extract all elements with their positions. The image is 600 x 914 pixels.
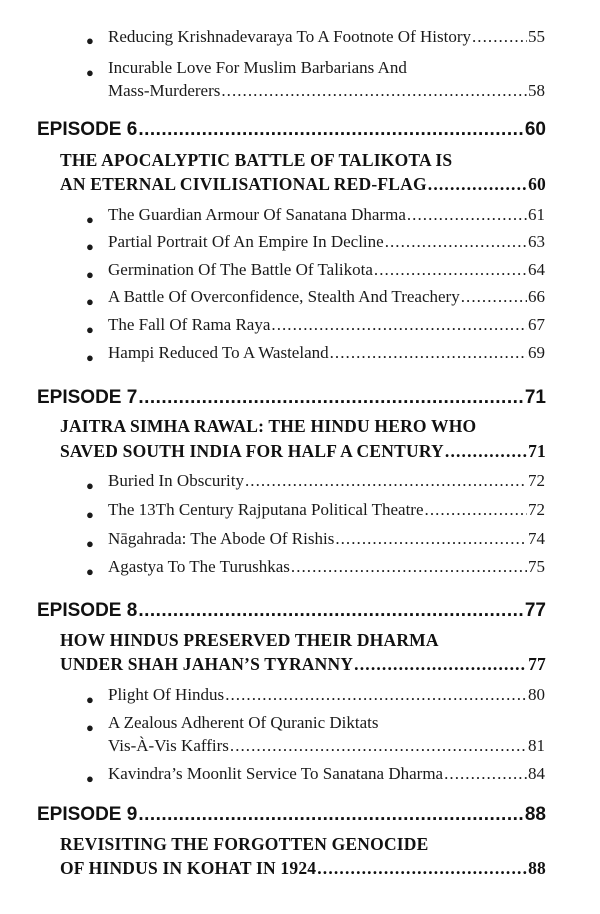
bullet-icon: ● <box>86 33 94 48</box>
bullet-icon: ● <box>86 294 94 309</box>
bullet-icon: ● <box>86 322 94 337</box>
page-number: 69 <box>528 343 545 362</box>
bullet-icon: ● <box>86 267 94 282</box>
chapter-title-line2: SAVED SOUTH INDIA FOR HALF A CENTURY <box>60 441 444 461</box>
page-number: 60 <box>528 174 546 194</box>
dot-leader <box>461 287 527 307</box>
entry-title: Germination Of The Battle Of Talikota <box>108 260 373 279</box>
toc-entry[interactable] <box>108 557 545 577</box>
dot-leader <box>354 654 527 675</box>
entry-title-line2: Mass-Murderers <box>108 81 221 100</box>
dot-leader <box>425 500 527 520</box>
dot-leader <box>138 119 524 141</box>
chapter-title-line1: REVISITING THE FORGOTTEN GENOCIDE <box>60 834 429 854</box>
episode-title: EPISODE 6 <box>37 119 138 140</box>
dot-leader <box>407 205 527 225</box>
dot-leader <box>138 600 524 622</box>
entry-title: The Guardian Armour Of Sanatana Dharma <box>108 205 406 224</box>
bullet-icon: ● <box>86 212 94 227</box>
entry-title: Hampi Reduced To A Wasteland <box>108 343 329 362</box>
episode-title: EPISODE 7 <box>37 387 138 408</box>
dot-leader <box>138 387 524 409</box>
entry-title-line1: A Zealous Adherent Of Quranic Diktats <box>108 713 379 732</box>
chapter-entry[interactable] <box>60 858 546 879</box>
toc-entry[interactable] <box>108 315 545 335</box>
entry-title: Agastya To The Turushkas <box>108 557 290 576</box>
entry-title: A Battle Of Overconfidence, Stealth And Treachery <box>108 287 460 306</box>
toc-entry[interactable] <box>108 27 545 47</box>
bullet-icon: ● <box>86 692 94 707</box>
entry-title: Partial Portrait Of An Empire In Decline <box>108 232 384 251</box>
toc-entry[interactable] <box>108 287 545 307</box>
toc-entry[interactable] <box>108 260 545 280</box>
toc-entry[interactable] <box>108 205 545 225</box>
bullet-icon: ● <box>86 507 94 522</box>
toc-entry[interactable] <box>108 343 545 363</box>
page-number: 72 <box>528 471 545 490</box>
entry-title: Plight Of Hindus <box>108 685 225 704</box>
page-number: 72 <box>528 500 545 519</box>
entry-title: Nāgahrada: The Abode Of Rishis <box>108 529 335 548</box>
page-number: 84 <box>528 764 545 783</box>
dot-leader <box>472 27 527 47</box>
page-number: 81 <box>528 736 545 755</box>
bullet-icon: ● <box>86 478 94 493</box>
page-number: 74 <box>528 529 545 548</box>
chapter-entry[interactable] <box>60 441 546 462</box>
dot-leader <box>245 471 527 491</box>
entry-title-line2: Vis-À-Vis Kaffirs <box>108 736 229 755</box>
episode-title: EPISODE 8 <box>37 600 138 621</box>
toc-entry[interactable] <box>108 500 545 520</box>
bullet-icon: ● <box>86 771 94 786</box>
page-number: 71 <box>524 387 546 408</box>
chapter-title-line2: OF HINDUS IN KOHAT IN 1924 <box>60 858 317 878</box>
toc-entry[interactable] <box>108 529 545 549</box>
entry-title: The Fall Of Rama Raya <box>108 315 271 334</box>
chapter-entry[interactable] <box>60 174 546 195</box>
episode-heading[interactable] <box>37 387 546 409</box>
page-number: 75 <box>528 557 545 576</box>
page-number: 55 <box>528 27 545 46</box>
dot-leader <box>221 81 527 101</box>
dot-leader <box>225 685 527 705</box>
page-number: 64 <box>528 260 545 279</box>
page-number: 80 <box>528 685 545 704</box>
toc-entry[interactable] <box>108 736 545 756</box>
page-number: 77 <box>524 600 546 621</box>
toc-entry[interactable] <box>108 81 545 101</box>
page-number: 61 <box>528 205 545 224</box>
chapter-title-line2: UNDER SHAH JAHAN’S TYRANNY <box>60 654 354 674</box>
dot-leader <box>374 260 527 280</box>
dot-leader <box>330 343 527 363</box>
page-number: 88 <box>528 858 546 878</box>
bullet-icon: ● <box>86 65 94 80</box>
toc-entry[interactable] <box>108 764 545 784</box>
episode-title: EPISODE 9 <box>37 804 138 825</box>
page-number: 71 <box>528 441 546 461</box>
toc-entry[interactable] <box>108 232 545 252</box>
bullet-icon: ● <box>86 350 94 365</box>
chapter-title-line1: THE APOCALYPTIC BATTLE OF TALIKOTA IS <box>60 150 453 170</box>
episode-heading[interactable] <box>37 804 546 826</box>
dot-leader <box>385 232 527 252</box>
entry-title: Kavindra’s Moonlit Service To Sanatana Dharma <box>108 764 444 783</box>
episode-heading[interactable] <box>37 600 546 622</box>
page-number: 66 <box>528 287 545 306</box>
toc-entry[interactable] <box>108 471 545 491</box>
dot-leader <box>271 315 527 335</box>
chapter-entry[interactable] <box>60 654 546 675</box>
entry-title-line1: Incurable Love For Muslim Barbarians And <box>108 58 407 77</box>
dot-leader <box>138 804 524 826</box>
page-number: 88 <box>524 804 546 825</box>
page-number: 58 <box>528 81 545 100</box>
chapter-title-line2: AN ETERNAL CIVILISATIONAL RED-FLAG <box>60 174 427 194</box>
entry-title: Buried In Obscurity <box>108 471 244 490</box>
toc-entry[interactable] <box>108 685 545 705</box>
page-number: 67 <box>528 315 545 334</box>
page-number: 60 <box>524 119 546 140</box>
dot-leader <box>291 557 527 577</box>
dot-leader <box>230 736 527 756</box>
bullet-icon: ● <box>86 536 94 551</box>
episode-heading[interactable] <box>37 119 546 141</box>
dot-leader <box>444 764 527 784</box>
dot-leader <box>428 174 527 195</box>
entry-title: The 13Th Century Rajputana Political Theatre <box>108 500 424 519</box>
dot-leader <box>445 441 527 462</box>
bullet-icon: ● <box>86 564 94 579</box>
bullet-icon: ● <box>86 720 94 735</box>
bullet-icon: ● <box>86 239 94 254</box>
chapter-title-line1: JAITRA SIMHA RAWAL: THE HINDU HERO WHO <box>60 416 477 436</box>
page-number: 77 <box>528 654 546 674</box>
dot-leader <box>335 529 527 549</box>
dot-leader <box>317 858 527 879</box>
chapter-title-line1: HOW HINDUS PRESERVED THEIR DHARMA <box>60 630 439 650</box>
entry-title: Reducing Krishnadevaraya To A Footnote Of History <box>108 27 471 46</box>
page-number: 63 <box>528 232 545 251</box>
